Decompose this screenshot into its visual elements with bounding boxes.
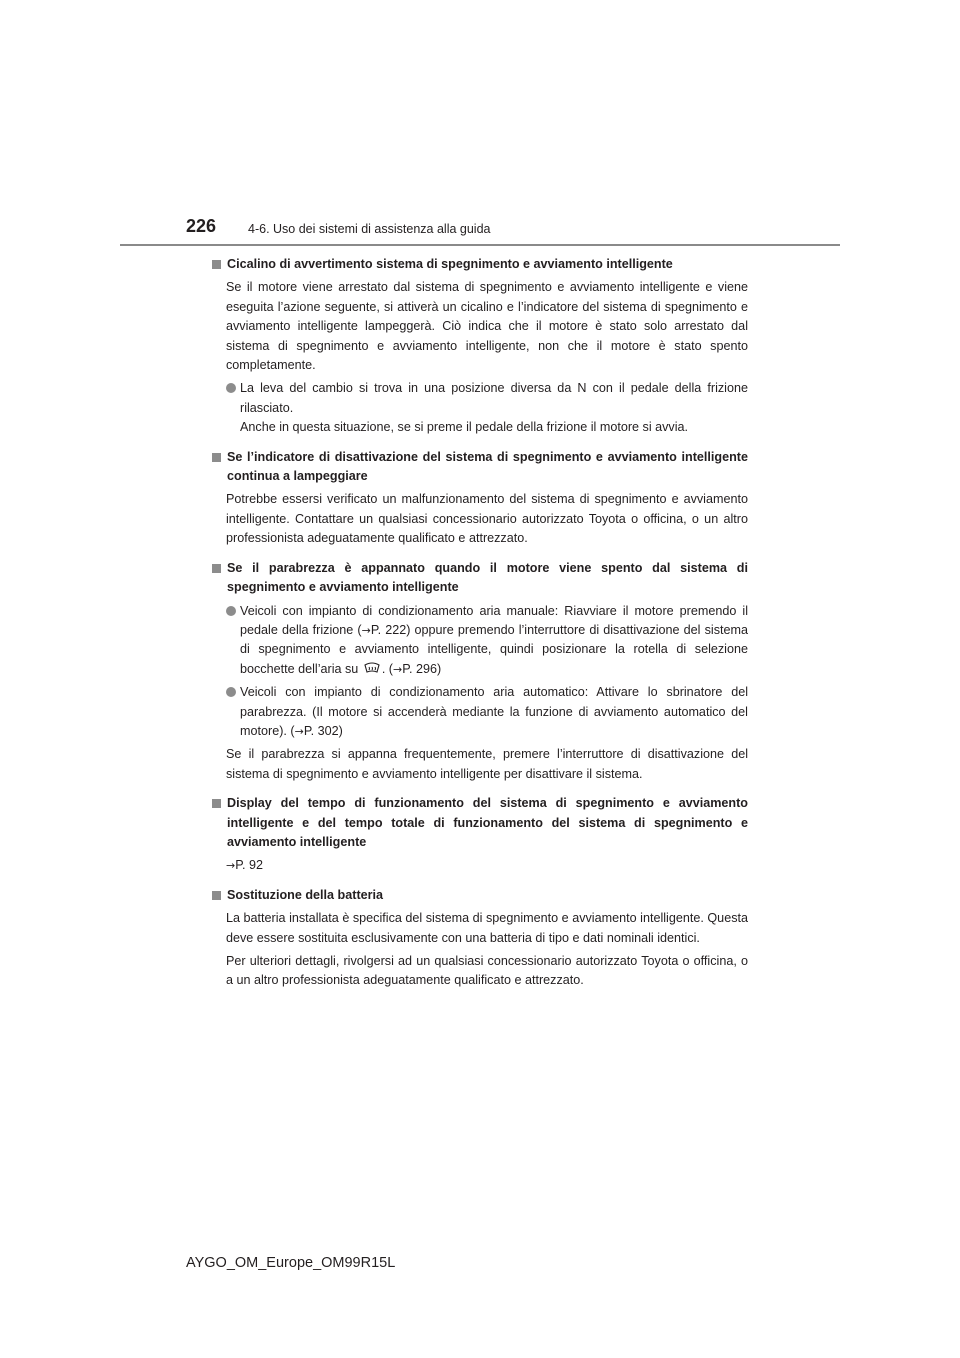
list-item [226,379,748,437]
arrow-icon: → [294,724,304,738]
square-bullet-icon [212,799,221,808]
arrow-icon: → [393,662,403,676]
section-heading [210,886,748,905]
square-bullet-icon [212,564,221,573]
list-item-text: La leva del cambio si trova in una posizione diversa da N con il pedale della frizione rilasciato. [240,381,748,415]
paragraph: Se il parabrezza si appanna frequentemente, premere l’interruttore di disattivazione del sistema di spegnimento e avviamento intelligente per disattivare il sistema. [226,747,748,781]
header-divider [120,244,840,246]
section-heading [210,448,748,487]
section-heading [210,559,748,598]
section-title: Cicalino di avvertimento sistema di spegnimento e avviamento intelligente [227,257,673,271]
page-content [210,255,748,995]
square-bullet-icon [212,260,221,269]
arrow-icon: → [361,623,371,637]
paragraph: La batteria installata è specifica del sistema di spegnimento e avviamento intelligente. Questa deve essere sostituita esclusivamente con una batteria di tipo e dati nominali identici. [226,911,748,945]
section-title: Display del tempo di funzionamento del sistema di spegnimento e avviamento intelligente e del tempo totale di funzionamento del sistema di spegnimento e avviamento intelligente [227,796,748,849]
section-title: Se l’indicatore di disattivazione del sistema di spegnimento e avviamento intelligente continua a lampeggiare [227,449,748,484]
arrow-icon: → [226,859,236,873]
windshield-defog-icon [364,661,380,675]
round-bullet-icon [226,606,236,616]
list-item: Veicoli con impianto di condizionamento aria manuale: Riavviare il motore premendo il pedale della frizione (→P. 222) oppure premendo l’interruttore di disattivazione del sistema di spegnimento e avviamento intelligente, quindi posizionare la rotella di selezione bocchette dell’aria su . (→P. 296) [226,602,748,680]
document-code: AYGO_OM_Europe_OM99R15L [186,1255,396,1271]
paragraph: Se il motore viene arrestato dal sistema di spegnimento e avviamento intelligente e viene eseguita l’azione seguente, si attiverà un cicalino e l’indicatore del sistema di spegnimento e avviamento intelligente lampeggerà. Ciò indica che il motore è stato solo arrestato dal sistema di spegnimento e avviamento intelligente, non che il motore è stato spento completamente. [226,280,748,373]
round-bullet-icon [226,383,236,393]
paragraph: Per ulteriori dettagli, rivolgersi ad un qualsiasi concessionario autorizzato Toyota o officina, o a un altro professionista adeguatamente qualificato e attrezzato. [226,954,748,988]
chapter-title: 4-6. Uso dei sistemi di assistenza alla guida [248,222,491,236]
list-item-text: Anche in questa situazione, se si preme il pedale della frizione il motore si avvia. [240,420,689,435]
page-reference: →P. 92 [226,858,264,873]
section-title: Se il parabrezza è appannato quando il motore viene spento dal sistema di spegnimento e avviamento intelligente [227,560,748,595]
section-title: Sostituzione della batteria [227,887,384,902]
paragraph: Potrebbe essersi verificato un malfunzionamento del sistema di spegnimento e avviamento intelligente. Contattare un qualsiasi concessionario autorizzato Toyota o officina, o un altro professionista adeguatamente qualificato e attrezzato. [226,492,748,546]
list-item: Veicoli con impianto di condizionamento aria automatico: Attivare lo sbrinatore del parabrezza. (Il motore si accenderà mediante la funzione di avviamento automatico del motore). (→P. 302) [226,683,748,741]
page-number: 226 [186,216,217,236]
round-bullet-icon [226,687,236,697]
square-bullet-icon [212,891,221,900]
section-heading [210,794,748,852]
section-heading [210,255,748,274]
square-bullet-icon [212,453,221,462]
